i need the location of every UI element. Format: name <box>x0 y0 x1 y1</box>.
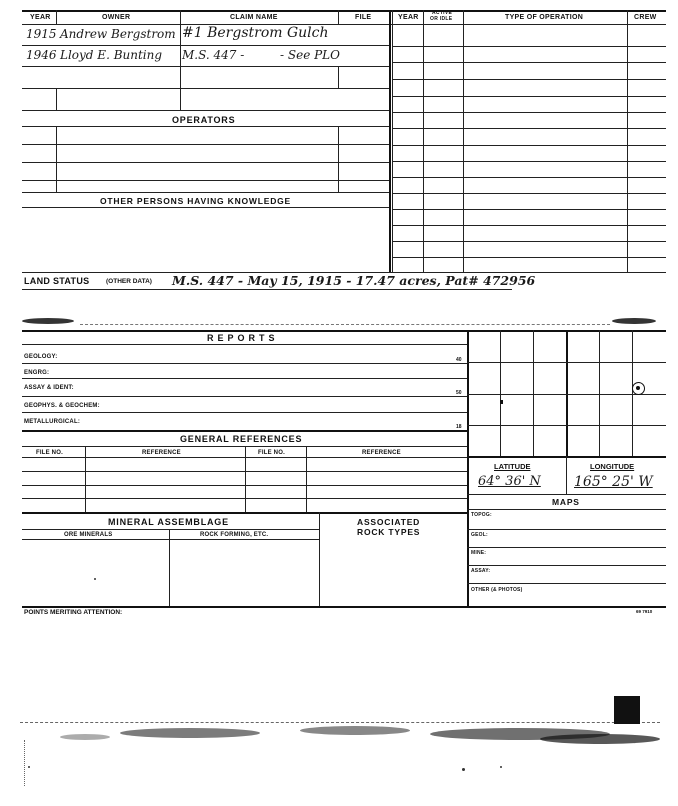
type-of-operation-header: TYPE OF OPERATION <box>505 14 584 21</box>
ref-reference-2: REFERENCE <box>362 450 401 456</box>
row2-claim-name: M.S. 447 - <box>182 48 245 62</box>
report-geology-label: GEOLOGY: <box>24 354 58 360</box>
maps-geol-label: GEOL: <box>471 532 488 538</box>
claim-name-header: CLAIM NAME <box>230 14 278 21</box>
associated-label-2: ROCK TYPES <box>357 527 421 537</box>
report-geology-code: 40 <box>456 357 462 363</box>
row2-file: - See PLO <box>280 48 340 62</box>
mineral-assemblage-title: MINERAL ASSEMBLAGE <box>108 517 229 527</box>
scan-smudge <box>22 318 74 324</box>
active-header-2: OR IDLE <box>430 16 453 22</box>
report-assay-code: 50 <box>456 390 462 396</box>
row1-claim-name: #1 Bergstrom Gulch <box>182 25 329 41</box>
report-engrg-label: ENGRG: <box>24 370 50 376</box>
form-number: 69 7910 <box>636 609 653 614</box>
scan-block <box>614 696 640 724</box>
owner-header: OWNER <box>102 14 131 21</box>
rock-forming-label: ROCK FORMING, ETC. <box>200 532 269 538</box>
longitude-label: LONGITUDE <box>590 462 635 471</box>
grid-tick <box>500 400 503 404</box>
scan-smudge <box>612 318 656 324</box>
maps-title: MAPS <box>552 497 580 507</box>
land-status-sublabel: (OTHER DATA) <box>106 278 152 285</box>
maps-mine-label: MINE: <box>471 550 487 556</box>
maps-assay-label: ASSAY: <box>471 568 491 574</box>
crew-header: CREW <box>634 14 657 21</box>
maps-topog-label: TOPOG: <box>471 512 492 518</box>
other-persons-label: OTHER PERSONS HAVING KNOWLEDGE <box>100 196 292 206</box>
year2-header: YEAR <box>398 14 419 21</box>
points-meriting-attention-label: POINTS MERITING ATTENTION: <box>24 609 123 616</box>
file-header: FILE <box>355 14 372 21</box>
report-assay-label: ASSAY & IDENT: <box>24 385 74 391</box>
report-metallurgical-code: 18 <box>456 424 462 430</box>
year-header: YEAR <box>30 14 51 21</box>
active-header-1: ACTIVE <box>432 10 453 16</box>
operators-label: OPERATORS <box>172 115 236 125</box>
land-status-label: LAND STATUS <box>24 276 90 286</box>
latitude-label: LATITUDE <box>494 462 531 471</box>
section-marker-dot <box>636 386 640 390</box>
ref-reference-1: REFERENCE <box>142 450 181 456</box>
maps-other-label: OTHER (& PHOTOS) <box>471 587 523 593</box>
row1-owner: Andrew Bergstrom <box>60 27 176 41</box>
row2-year: 1946 <box>26 48 57 62</box>
associated-label-1: ASSOCIATED <box>357 517 421 527</box>
latitude-value: 64° 36' N <box>478 474 541 489</box>
row1-year: 1915 <box>26 27 57 41</box>
report-geophys-label: GEOPHYS. & GEOCHEM: <box>24 403 100 409</box>
reports-title: REPORTS <box>207 333 279 343</box>
ref-file-no-1: FILE NO. <box>36 450 63 456</box>
ref-file-no-2: FILE NO. <box>258 450 285 456</box>
land-status-value: M.S. 447 - May 15, 1915 - 17.47 acres, Pat# 472956 <box>172 273 536 288</box>
report-metallurgical-label: METALLURGICAL: <box>24 419 81 425</box>
general-references-title: GENERAL REFERENCES <box>180 434 303 444</box>
row2-owner: Lloyd E. Bunting <box>60 48 163 62</box>
ore-minerals-label: ORE MINERALS <box>64 532 113 538</box>
longitude-value: 165° 25' W <box>574 474 653 490</box>
